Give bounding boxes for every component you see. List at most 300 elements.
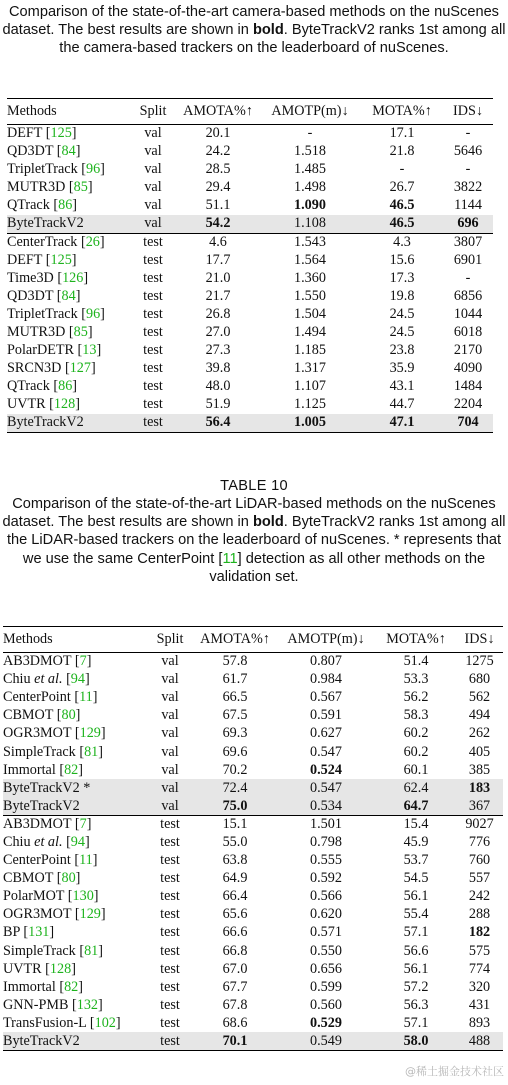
split-cell: val	[144, 125, 162, 142]
method-name: CenterPoint	[3, 689, 71, 706]
citation-link[interactable]: 11	[79, 852, 93, 869]
table-row	[7, 233, 493, 251]
method-cell: QD3DT [84]	[7, 143, 81, 160]
method-cell: DEFT [125]	[7, 251, 77, 268]
caption-text-pre: Comparison of the state-of-the-art camera-based methods on the nuScenes dataset. The best results are shown in	[2, 4, 499, 39]
amota-cell: 51.1	[205, 197, 231, 214]
amota-cell: 64.9	[222, 870, 248, 887]
mota-cell: 57.2	[403, 978, 429, 995]
ids-cell: 3807	[453, 233, 483, 250]
watermark: @稀土掘金技术社区	[405, 1065, 504, 1078]
split-cell: test	[160, 978, 180, 995]
split-cell: test	[143, 305, 163, 322]
method-cell: AB3DMOT [7]	[3, 816, 92, 833]
citation-link[interactable]: 128	[53, 396, 76, 413]
amotp-cell: -	[307, 125, 313, 142]
citation-link[interactable]: 125	[50, 125, 72, 142]
method-cell: BP [131]	[3, 924, 55, 941]
ids-cell: -	[465, 161, 471, 178]
col-header-amota: AMOTA%↑	[200, 631, 270, 647]
amota-cell: 72.4	[194, 779, 276, 797]
amotp-cell: 0.550	[310, 942, 342, 959]
ids-cell: 696	[443, 215, 493, 233]
table-row	[3, 653, 503, 671]
col-header-mota: MOTA%↑	[386, 631, 446, 647]
method-name: ByteTrackV2	[7, 414, 84, 431]
amotp-cell: 1.518	[294, 143, 326, 160]
method-name: DEFT	[7, 125, 43, 142]
split-cell: test	[143, 233, 163, 250]
citation-link[interactable]: 94	[70, 671, 85, 688]
citation-link[interactable]: 96	[85, 161, 101, 178]
table-row	[7, 360, 493, 378]
amota-cell: 67.7	[222, 978, 248, 995]
citation-link[interactable]: 86	[58, 378, 73, 395]
ids-cell: 405	[468, 743, 491, 760]
split-cell: val	[144, 161, 162, 178]
amota-cell: 51.9	[205, 396, 231, 413]
citation-link[interactable]: 82	[64, 978, 79, 995]
table-header-row	[7, 99, 493, 125]
amotp-cell: 0.627	[310, 725, 342, 742]
table-row	[3, 725, 503, 743]
table-row	[3, 1032, 503, 1050]
method-name: QD3DT	[7, 143, 54, 160]
ids-cell: 182	[468, 924, 491, 941]
table-row	[7, 179, 493, 197]
method-name: CenterTrack	[7, 233, 78, 250]
amotp-cell: 0.524	[310, 761, 342, 778]
table9-caption	[0, 3, 508, 58]
method-name: AB3DMOT	[3, 816, 72, 833]
amotp-cell: 0.560	[310, 996, 342, 1013]
ids-cell: 1144	[454, 197, 482, 214]
method-name: QD3DT	[7, 287, 54, 304]
split-cell: test	[143, 396, 163, 413]
citation-link[interactable]: 94	[70, 833, 85, 850]
amotp-cell: 0.807	[310, 653, 342, 670]
method-name: AB3DMOT	[3, 653, 72, 670]
method-name: TripletTrack	[7, 305, 78, 322]
split-cell: test	[129, 414, 177, 432]
table-row	[7, 414, 493, 432]
split-cell: val	[161, 743, 179, 760]
table-row	[7, 125, 493, 143]
citation-link[interactable]: 26	[85, 233, 100, 250]
citation-link[interactable]: 13	[82, 342, 97, 359]
mota-cell: 60.1	[403, 761, 429, 778]
amota-cell: 75.0	[194, 797, 276, 815]
amota-cell: 27.0	[205, 324, 231, 341]
method-cell: TripletTrack [96]	[7, 305, 105, 322]
table-row	[3, 815, 503, 833]
method-name: UVTR	[7, 396, 46, 413]
ids-cell: 494	[468, 707, 491, 724]
citation-link[interactable]: 132	[76, 996, 98, 1013]
amota-cell: 56.4	[177, 414, 259, 432]
table-row	[3, 779, 503, 797]
amotp-cell: 1.494	[294, 324, 326, 341]
table10-caption	[0, 495, 508, 586]
method-name: OGR3MOT	[3, 906, 72, 923]
method-name: SRCN3D	[7, 360, 62, 377]
ids-cell: 242	[468, 888, 491, 905]
citation-link[interactable]: 129	[79, 906, 101, 923]
citation-link[interactable]: 102	[94, 1014, 116, 1031]
ids-cell: 1484	[453, 378, 483, 395]
ids-cell: 4090	[453, 360, 483, 377]
mota-cell: 46.5	[389, 197, 415, 214]
method-cell: UVTR [128]	[7, 396, 80, 413]
method-cell: UVTR [128]	[3, 960, 76, 977]
mota-cell: 45.9	[403, 833, 429, 850]
method-name: BP	[3, 924, 20, 941]
method-cell: Immortal [82]	[3, 761, 83, 778]
amotp-cell: 0.984	[310, 671, 342, 688]
citation-link[interactable]: 81	[84, 942, 99, 959]
amotp-cell: 0.599	[310, 978, 342, 995]
method-cell: Time3D [126]	[7, 269, 89, 286]
citation-link[interactable]: 81	[84, 743, 99, 760]
table-row	[3, 978, 503, 996]
citation-link[interactable]: 80	[61, 870, 76, 887]
ids-cell: -	[465, 125, 471, 142]
amotp-cell: 0.529	[310, 1014, 342, 1031]
citation-link[interactable]: 7	[79, 653, 87, 670]
method-name: TransFusion-L	[3, 1014, 87, 1031]
ids-cell: 893	[468, 1014, 491, 1031]
amotp-cell: 0.591	[310, 707, 342, 724]
citation-link[interactable]: 96	[85, 305, 101, 322]
amota-cell: 20.1	[205, 125, 231, 142]
method-cell: PolarMOT [130]	[3, 888, 99, 905]
col-header-amota: AMOTA%↑	[183, 103, 253, 119]
ids-cell: 320	[468, 978, 491, 995]
citation-link[interactable]: 125	[50, 251, 72, 268]
mota-cell: 19.8	[389, 287, 415, 304]
amotp-cell: 1.107	[294, 378, 326, 395]
amota-cell: 21.0	[205, 269, 231, 286]
mota-cell: 58.0	[376, 1032, 456, 1050]
amota-cell: 17.7	[205, 251, 231, 268]
mota-cell: 43.1	[389, 378, 415, 395]
split-cell: test	[143, 287, 163, 304]
method-name: DEFT	[7, 251, 43, 268]
amotp-cell: 1.504	[294, 305, 326, 322]
method-cell: QD3DT [84]	[7, 287, 81, 304]
mota-cell: -	[399, 161, 405, 178]
table-row	[3, 707, 503, 725]
amota-cell: 68.6	[222, 1014, 248, 1031]
method-name-italic: et al.	[34, 671, 63, 688]
citation-link[interactable]: 85	[73, 324, 88, 341]
citation-link[interactable]: 127	[69, 360, 91, 377]
amota-cell: 48.0	[205, 378, 231, 395]
amota-cell: 66.6	[222, 924, 248, 941]
amotp-cell: 1.125	[294, 396, 326, 413]
method-name: OGR3MOT	[3, 725, 72, 742]
citation-link[interactable]: 84	[61, 143, 76, 160]
citation-link[interactable]: 129	[79, 725, 101, 742]
mota-cell: 26.7	[389, 179, 415, 196]
amota-cell: 66.4	[222, 888, 248, 905]
citation-link[interactable]: 80	[61, 707, 76, 724]
split-cell: test	[160, 888, 180, 905]
mota-cell: 15.4	[403, 816, 429, 833]
table-row	[7, 378, 493, 396]
ids-cell: 776	[468, 833, 491, 850]
mota-cell: 57.1	[403, 924, 429, 941]
mota-cell: 56.1	[403, 888, 429, 905]
split-cell: test	[160, 906, 180, 923]
table-row	[7, 197, 493, 215]
ids-cell: 557	[468, 870, 491, 887]
split-cell: val	[161, 761, 179, 778]
split-cell: val	[144, 143, 162, 160]
amota-cell: 57.8	[222, 653, 248, 670]
table-row	[3, 906, 503, 924]
amotp-cell: 0.571	[310, 924, 342, 941]
method-name: CBMOT	[3, 707, 54, 724]
split-cell: test	[143, 269, 163, 286]
method-cell	[7, 215, 129, 233]
split-cell: val	[144, 179, 162, 196]
citation-link[interactable]: 128	[49, 960, 72, 977]
ids-cell: 2170	[453, 342, 483, 359]
table-row	[3, 671, 503, 689]
amotp-cell: 1.185	[294, 342, 326, 359]
table-row	[7, 396, 493, 414]
mota-cell: 15.6	[389, 251, 415, 268]
col-header-amotp: AMOTP(m)↓	[271, 103, 349, 119]
split-cell: test	[143, 360, 163, 377]
ids-cell: 575	[468, 942, 491, 959]
split-cell: val	[161, 671, 179, 688]
method-name: ByteTrackV2	[7, 215, 84, 232]
method-cell: DEFT [125]	[7, 125, 77, 142]
split-cell: test	[160, 870, 180, 887]
mota-cell: 60.2	[403, 725, 429, 742]
ids-cell: 760	[468, 852, 491, 869]
mota-cell: 35.9	[389, 360, 415, 377]
caption-bold-word: bold	[252, 22, 284, 39]
mota-cell: 44.7	[389, 396, 415, 413]
method-cell	[3, 797, 146, 815]
ids-cell: -	[465, 269, 471, 286]
method-cell: OGR3MOT [129]	[3, 906, 106, 923]
amotp-cell: 1.485	[294, 161, 326, 178]
split-cell: val	[161, 689, 179, 706]
amotp-cell: 0.549	[276, 1032, 376, 1050]
citation-link[interactable]: 85	[73, 179, 88, 196]
amotp-cell: 1.543	[294, 233, 326, 250]
ids-cell: 385	[468, 761, 491, 778]
method-name: SimpleTrack	[3, 942, 76, 959]
amotp-cell: 1.317	[294, 360, 326, 377]
amotp-cell: 0.547	[310, 743, 342, 760]
method-name: ByteTrackV2	[3, 797, 80, 814]
mota-cell: 17.3	[389, 269, 415, 286]
table-header-row	[3, 627, 503, 653]
ids-cell: 1275	[465, 653, 494, 670]
amotp-cell: 1.501	[310, 816, 342, 833]
amotp-cell: 0.566	[310, 888, 342, 905]
ids-cell: 774	[468, 960, 491, 977]
split-cell: test	[160, 996, 180, 1013]
col-header-split: Split	[139, 103, 167, 119]
ids-cell: 183	[456, 779, 503, 797]
citation-link[interactable]: 86	[58, 197, 73, 214]
col-header-mota: MOTA%↑	[372, 103, 432, 119]
split-cell: test	[143, 378, 163, 395]
ids-cell: 2204	[453, 396, 483, 413]
amota-cell: 27.3	[205, 342, 231, 359]
table-row	[7, 324, 493, 342]
method-cell: Immortal [82]	[3, 978, 83, 995]
method-name: UVTR	[3, 960, 42, 977]
table-row	[3, 833, 503, 851]
method-cell: MUTR3D [85]	[7, 324, 93, 341]
col-header-amotp: AMOTP(m)↓	[287, 631, 365, 647]
method-name: PolarDETR	[7, 342, 74, 359]
citation-link[interactable]: 131	[28, 924, 50, 941]
method-cell: SimpleTrack [81]	[3, 942, 103, 959]
ids-cell: 288	[468, 906, 491, 923]
method-name: SimpleTrack	[3, 743, 76, 760]
amotp-cell: 1.550	[294, 287, 326, 304]
table-row	[3, 1014, 503, 1032]
mota-cell: 60.2	[403, 743, 429, 760]
citation-link[interactable]: 126	[62, 269, 84, 286]
method-name: QTrack	[7, 197, 50, 214]
amota-cell: 61.7	[222, 671, 248, 688]
method-cell: PolarDETR [13]	[7, 342, 102, 359]
table-row	[7, 342, 493, 360]
ids-cell: 6901	[453, 251, 483, 268]
caption-ref[interactable]: 11	[222, 550, 238, 567]
amotp-cell: 0.656	[310, 960, 342, 977]
table-row	[3, 870, 503, 888]
mota-cell: 21.8	[389, 143, 415, 160]
amotp-cell: 0.547	[276, 779, 376, 797]
method-name: TripletTrack	[7, 161, 78, 178]
mota-cell: 58.3	[403, 707, 429, 724]
mota-cell: 17.1	[389, 125, 415, 142]
caption-text-mid: . ByteTrackV2 ranks 1st among all the LiDAR-based trackers on the leaderboard of nuScenes. * represents that we use the same CenterPoint [	[6, 514, 506, 567]
amotp-cell: 0.555	[310, 852, 342, 869]
col-header-split: Split	[156, 631, 184, 647]
ids-cell: 562	[468, 689, 491, 706]
amotp-cell: 1.564	[294, 251, 326, 268]
split-cell: test	[160, 1014, 180, 1031]
method-cell: CBMOT [80]	[3, 870, 81, 887]
col-header-methods: Methods	[3, 631, 53, 647]
col-header-ids: IDS↓	[453, 103, 483, 119]
caption-text-pre: Comparison of the state-of-the-art LiDAR-based methods on the nuScenes dataset. The best results are shown in	[2, 496, 496, 531]
ids-cell: 6018	[453, 324, 483, 341]
method-name: CenterPoint	[3, 852, 71, 869]
method-cell: Chiu et al. [94]	[3, 671, 90, 688]
citation-link[interactable]: 84	[61, 287, 76, 304]
table-row	[3, 924, 503, 942]
amota-cell: 4.6	[209, 233, 227, 250]
amota-cell: 69.6	[222, 743, 248, 760]
amotp-cell: 0.567	[310, 689, 342, 706]
amotp-cell: 1.005	[259, 414, 361, 432]
table-row	[3, 689, 503, 707]
amota-cell: 39.8	[205, 360, 231, 377]
table-row	[3, 888, 503, 906]
mota-cell: 47.1	[361, 414, 443, 432]
amotp-cell: 1.360	[294, 269, 326, 286]
split-cell: val	[161, 653, 179, 670]
table-row	[3, 743, 503, 761]
ids-cell: 6856	[453, 287, 483, 304]
method-cell: CenterTrack [26]	[7, 233, 105, 250]
table-row	[3, 960, 503, 978]
method-cell: OGR3MOT [129]	[3, 725, 106, 742]
citation-link[interactable]: 130	[72, 888, 94, 905]
mota-cell: 55.4	[403, 906, 429, 923]
citation-link[interactable]: 82	[64, 761, 79, 778]
method-cell: MUTR3D [85]	[7, 179, 93, 196]
table-row	[3, 852, 503, 870]
method-cell: SRCN3D [127]	[7, 360, 96, 377]
mota-cell: 53.7	[403, 852, 429, 869]
col-header-ids: IDS↓	[464, 631, 495, 647]
table-row	[3, 761, 503, 779]
amota-cell: 63.8	[222, 852, 248, 869]
mota-cell: 24.5	[389, 324, 415, 341]
method-cell: Chiu et al. [94]	[3, 833, 90, 850]
method-name: Chiu	[3, 671, 31, 688]
method-name: Immortal	[3, 761, 56, 778]
table-row	[7, 143, 493, 161]
mota-cell: 62.4	[376, 779, 456, 797]
caption-bold-word: bold	[252, 514, 284, 531]
mota-cell: 24.5	[389, 305, 415, 322]
table-row	[3, 942, 503, 960]
split-cell: test	[160, 942, 180, 959]
method-name-italic: et al.	[34, 833, 63, 850]
method-name: QTrack	[7, 378, 50, 395]
amota-cell: 67.8	[222, 996, 248, 1013]
caption-text-post: ] detection as all other methods on the validation set.	[209, 550, 486, 585]
ids-cell: 680	[468, 671, 491, 688]
amota-cell: 70.2	[222, 761, 248, 778]
amotp-cell: 0.620	[310, 906, 342, 923]
amota-cell: 55.0	[222, 833, 248, 850]
split-cell: test	[143, 251, 163, 268]
method-name: CBMOT	[3, 870, 54, 887]
amota-cell: 28.5	[205, 161, 231, 178]
table10-label: TABLE 10	[220, 478, 288, 494]
split-cell: val	[146, 779, 194, 797]
ids-cell: 367	[456, 797, 503, 815]
citation-link[interactable]: 7	[79, 816, 87, 833]
split-cell: test	[143, 324, 163, 341]
split-cell: val	[161, 707, 179, 724]
split-cell: val	[144, 197, 162, 214]
method-cell: CenterPoint [11]	[3, 689, 98, 706]
amota-cell: 29.4	[205, 179, 231, 196]
citation-link[interactable]: 11	[79, 689, 93, 706]
amotp-cell: 1.090	[294, 197, 326, 214]
method-name: ByteTrackV2 *	[3, 779, 91, 796]
method-name: Time3D	[7, 269, 54, 286]
method-name: MUTR3D	[7, 324, 66, 341]
method-name: Chiu	[3, 833, 31, 850]
